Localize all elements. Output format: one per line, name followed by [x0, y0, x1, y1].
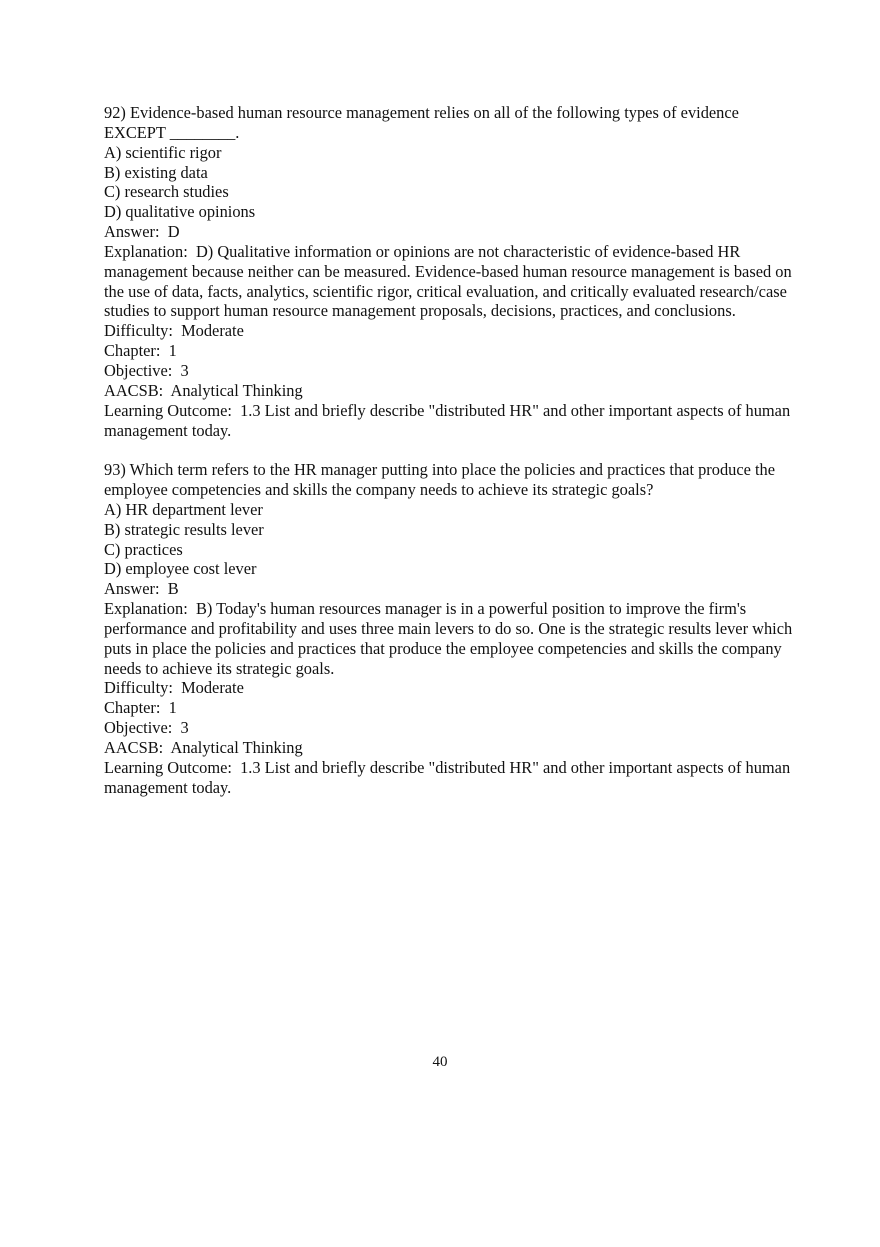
learning-outcome: Learning Outcome: 1.3 List and briefly describe "distributed HR" and other important aspects of human management today. [104, 757, 795, 797]
objective: Objective: 3 [104, 360, 189, 380]
difficulty: Difficulty: Moderate [104, 678, 244, 698]
option-c: C) research studies [104, 182, 229, 202]
option-a: A) scientific rigor [104, 142, 222, 162]
question-stem: 93) Which term refers to the HR manager putting into place the policies and practices that produce the employee competencies and skills the company needs to achieve its strategic goals? [104, 460, 780, 500]
explanation: Explanation: D) Qualitative information or opinions are not characteristic of evidence-based HR management because neither can be measured. Evidence-based human resource management is based on the use of data, facts, analytics, scientific rigor, critical evaluation, and critically evaluated research/case studies to support human resource management proposals, decisions, practices, and conclusions. [104, 241, 796, 321]
option-b: B) existing data [104, 162, 208, 182]
answer: Answer: D [104, 222, 180, 242]
page-content [104, 103, 797, 798]
option-d: D) qualitative opinions [104, 202, 256, 222]
aacsb: AACSB: Analytical Thinking [104, 738, 303, 757]
chapter: Chapter: 1 [104, 341, 177, 361]
explanation: Explanation: B) Today's human resources manager is in a powerful position to improve the firm's performance and profitability and uses three main levers to do so. One is the strategic results lever which puts in place the policies and practices that produce the employee competencies and skills the company needs to achieve its strategic goals. [104, 599, 797, 678]
difficulty: Difficulty: Moderate [104, 321, 244, 341]
question-92 [104, 103, 794, 440]
option-c: C) practices [104, 539, 183, 559]
aacsb: AACSB: Analytical Thinking [104, 380, 303, 400]
objective: Objective: 3 [104, 718, 189, 738]
option-d: D) employee cost lever [104, 559, 257, 579]
chapter: Chapter: 1 [104, 698, 177, 718]
learning-outcome: Learning Outcome: 1.3 List and briefly describe "distributed HR" and other important aspects of human management today. [104, 400, 795, 440]
question-93 [104, 460, 797, 797]
answer: Answer: B [104, 579, 179, 599]
question-stem: 92) Evidence-based human resource management relies on all of the following types of evidence EXCEPT ________. [104, 103, 744, 142]
page-number: 40 [432, 1054, 448, 1070]
option-b: B) strategic results lever [104, 519, 264, 539]
option-a: A) HR department lever [104, 499, 263, 519]
